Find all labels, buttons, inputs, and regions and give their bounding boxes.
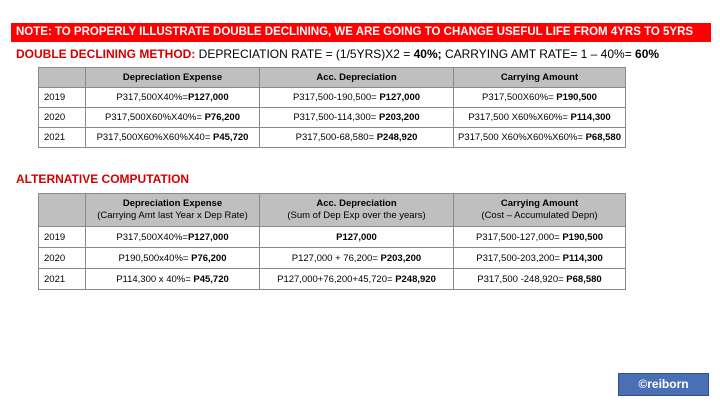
note-banner: NOTE: TO PROPERLY ILLUSTRATE DOUBLE DECLINING, WE ARE GOING TO CHANGE USEFUL LIFE FROM 4YRS TO 5YRS xyxy=(11,23,711,42)
table-row xyxy=(39,227,626,248)
method-text-b: CARRYING AMT RATE= 1 – 40%= xyxy=(441,47,636,61)
year-cell: 2019 xyxy=(39,88,86,108)
method-carry-rate: 60% xyxy=(635,47,660,61)
acc-cell: P127,000 xyxy=(260,227,454,248)
year-cell: 2021 xyxy=(39,128,86,148)
carry-cell: P317,500-203,200= P114,300 xyxy=(454,248,626,269)
dep-cell: P190,500x40%= P76,200 xyxy=(86,248,260,269)
method-text-a: DEPRECIATION RATE = (1/5YRS)X2 = xyxy=(195,47,414,61)
table-row xyxy=(39,88,626,108)
alternative-computation-table xyxy=(38,193,626,290)
table-header-row xyxy=(39,68,626,88)
carry-cell: P317,500-127,000= P190,500 xyxy=(454,227,626,248)
table-row xyxy=(39,269,626,290)
acc-cell: P127,000+76,200+45,720= P248,920 xyxy=(260,269,454,290)
table-row xyxy=(39,128,626,148)
method-line xyxy=(16,47,659,61)
dep-cell: P317,500X40%=P127,000 xyxy=(86,88,260,108)
table-header-row xyxy=(39,194,626,227)
header-year xyxy=(39,68,86,88)
table-row xyxy=(39,108,626,128)
acc-cell: P317,500-190,500= P127,000 xyxy=(260,88,454,108)
table-row xyxy=(39,248,626,269)
carry-cell: P317,500 X60%X60%X60%= P68,580 xyxy=(454,128,626,148)
acc-cell: P317,500-68,580= P248,920 xyxy=(260,128,454,148)
header-dep-expense: Depreciation Expense xyxy=(86,68,260,88)
header-carrying: Carrying Amount xyxy=(454,68,626,88)
header-carrying: Carrying Amount (Cost – Accumulated Depn) xyxy=(454,194,626,227)
acc-cell: P317,500-114,300= P203,200 xyxy=(260,108,454,128)
year-cell: 2021 xyxy=(39,269,86,290)
double-declining-table xyxy=(38,67,626,148)
method-label: DOUBLE DECLINING METHOD: xyxy=(16,47,196,61)
dep-cell: P317,500X60%X40%= P76,200 xyxy=(86,108,260,128)
method-rate: 40%; xyxy=(413,47,442,61)
header-dep-expense: Depreciation Expense (Carrying Amt last Year x Dep Rate) xyxy=(86,194,260,227)
copyright-badge: ©reiborn xyxy=(618,373,709,396)
year-cell: 2020 xyxy=(39,248,86,269)
carry-cell: P317,500 X60%X60%= P114,300 xyxy=(454,108,626,128)
year-cell: 2020 xyxy=(39,108,86,128)
header-year xyxy=(39,194,86,227)
carry-cell: P317,500 -248,920= P68,580 xyxy=(454,269,626,290)
dep-cell: P114,300 x 40%= P45,720 xyxy=(86,269,260,290)
acc-cell: P127,000 + 76,200= P203,200 xyxy=(260,248,454,269)
dep-cell: P317,500X40%=P127,000 xyxy=(86,227,260,248)
header-acc-dep: Acc. Depreciation (Sum of Dep Exp over the years) xyxy=(260,194,454,227)
header-acc-dep: Acc. Depreciation xyxy=(260,68,454,88)
year-cell: 2019 xyxy=(39,227,86,248)
dep-cell: P317,500X60%X60%X40= P45,720 xyxy=(86,128,260,148)
alternative-computation-title: ALTERNATIVE COMPUTATION xyxy=(16,172,190,186)
carry-cell: P317,500X60%= P190,500 xyxy=(454,88,626,108)
